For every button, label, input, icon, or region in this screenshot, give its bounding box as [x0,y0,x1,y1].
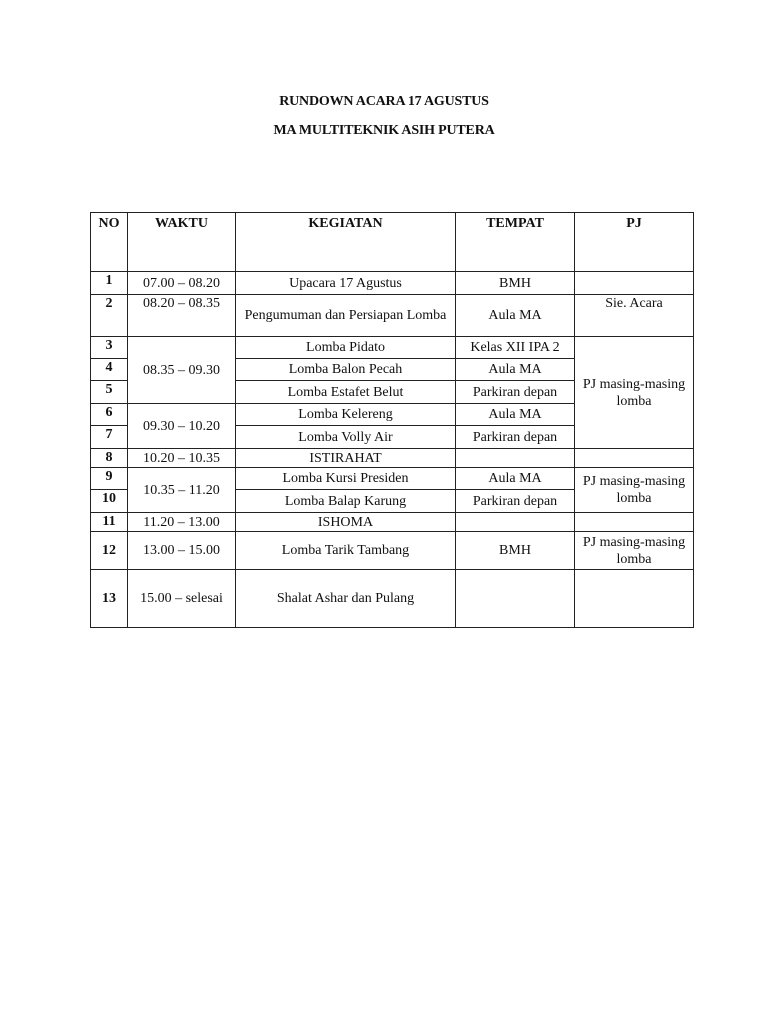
header-no: NO [91,213,128,272]
cell-kegiatan: Lomba Estafet Belut [236,381,456,404]
cell-no: 11 [91,513,128,532]
header-pj: PJ [575,213,694,272]
cell-kegiatan: Upacara 17 Agustus [236,272,456,295]
table-row [91,468,694,490]
cell-kegiatan: Lomba Pidato [236,337,456,359]
cell-waktu: 13.00 – 15.00 [128,532,236,570]
cell-tempat [456,449,575,468]
cell-no: 8 [91,449,128,468]
cell-tempat: Aula MA [456,404,575,426]
cell-waktu: 10.35 – 11.20 [128,468,236,513]
table-row [91,570,694,628]
cell-tempat [456,513,575,532]
table-row [91,449,694,468]
cell-kegiatan: Lomba Tarik Tambang [236,532,456,570]
cell-waktu: 08.20 – 08.35 [128,295,236,337]
cell-kegiatan: Lomba Volly Air [236,426,456,449]
cell-tempat: BMH [456,272,575,295]
cell-no: 12 [91,532,128,570]
cell-tempat: Kelas XII IPA 2 [456,337,575,359]
cell-tempat: Aula MA [456,295,575,337]
header-waktu: WAKTU [128,213,236,272]
table-row [91,295,694,337]
cell-pj [575,570,694,628]
cell-tempat: Aula MA [456,468,575,490]
cell-kegiatan: Shalat Ashar dan Pulang [236,570,456,628]
cell-pj: PJ masing-masing lomba [575,337,694,449]
cell-pj: Sie. Acara [575,295,694,337]
cell-tempat: Aula MA [456,359,575,381]
cell-no: 13 [91,570,128,628]
cell-tempat: BMH [456,532,575,570]
table-row [91,337,694,359]
cell-no: 1 [91,272,128,295]
cell-kegiatan: Lomba Kelereng [236,404,456,426]
cell-kegiatan: Lomba Balon Pecah [236,359,456,381]
cell-tempat: Parkiran depan [456,490,575,513]
cell-no: 4 [91,359,128,381]
cell-pj [575,513,694,532]
cell-waktu: 09.30 – 10.20 [128,404,236,449]
cell-tempat: Parkiran depan [456,381,575,404]
cell-no: 2 [91,295,128,337]
table-header-row [91,213,694,272]
cell-waktu: 11.20 – 13.00 [128,513,236,532]
table-row [91,272,694,295]
cell-kegiatan: Pengumuman dan Persiapan Lomba [236,295,456,337]
cell-pj [575,272,694,295]
cell-no: 6 [91,404,128,426]
rundown-table [90,212,694,628]
cell-kegiatan: ISHOMA [236,513,456,532]
document-subtitle: MA MULTITEKNIK ASIH PUTERA [273,123,495,138]
cell-no: 7 [91,426,128,449]
cell-no: 9 [91,468,128,490]
cell-tempat [456,570,575,628]
cell-no: 5 [91,381,128,404]
cell-kegiatan: Lomba Balap Karung [236,490,456,513]
cell-waktu: 15.00 – selesai [128,570,236,628]
cell-no: 3 [91,337,128,359]
cell-kegiatan: Lomba Kursi Presiden [236,468,456,490]
cell-waktu: 07.00 – 08.20 [128,272,236,295]
cell-waktu: 08.35 – 09.30 [128,337,236,404]
cell-pj [575,449,694,468]
table-row [91,513,694,532]
cell-no: 10 [91,490,128,513]
cell-pj: PJ masing-masing lomba [575,468,694,513]
cell-tempat: Parkiran depan [456,426,575,449]
cell-pj: PJ masing-masing lomba [575,532,694,570]
table-row [91,532,694,570]
header-tempat: TEMPAT [456,213,575,272]
header-kegiatan: KEGIATAN [236,213,456,272]
document-title: RUNDOWN ACARA 17 AGUSTUS [279,94,489,109]
cell-waktu: 10.20 – 10.35 [128,449,236,468]
cell-kegiatan: ISTIRAHAT [236,449,456,468]
